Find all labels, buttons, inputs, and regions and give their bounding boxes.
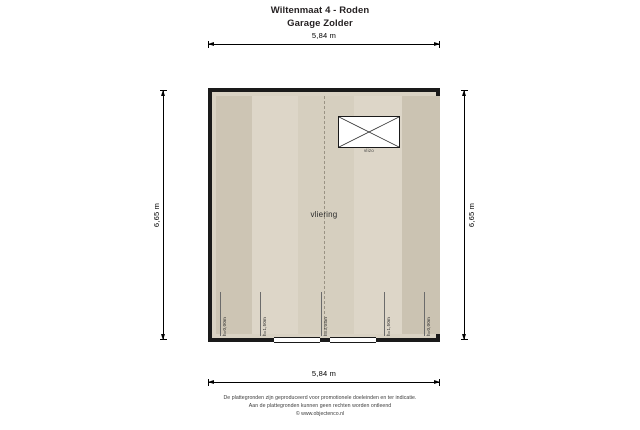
- interior-dimension-tick: [220, 292, 221, 336]
- interior-dimension-tick: [384, 292, 385, 336]
- interior-dimension-label: h=3,04m: [323, 316, 328, 336]
- dimension-top: [208, 31, 440, 45]
- arrow-down-icon: [462, 334, 466, 340]
- interior-dimension-label: h=0,00m: [222, 316, 227, 336]
- arrow-up-icon: [161, 90, 165, 96]
- dimension-right: [464, 90, 476, 340]
- page-subtitle: Garage Zolder: [287, 18, 353, 29]
- arrow-left-icon: [208, 380, 214, 384]
- dimension-left-label: 6,65 m: [152, 202, 161, 228]
- arrow-right-icon: [434, 380, 440, 384]
- disclaimer-line-1: De plattegronden zijn geproduceerd voor promotionele doeleinden en ter indicatie.: [223, 395, 417, 401]
- arrow-down-icon: [161, 334, 165, 340]
- dimension-bottom-label: 5,84 m: [311, 369, 337, 378]
- wall-opening: [274, 337, 320, 343]
- interior-dimension-tick: [260, 292, 261, 336]
- room-label: vliering: [310, 210, 338, 219]
- dimension-left: [152, 90, 164, 340]
- dimension-right-label: 6,65 m: [467, 202, 476, 228]
- arrow-up-icon: [462, 90, 466, 96]
- page-header: [0, 4, 640, 30]
- arrow-right-icon: [434, 42, 440, 46]
- loft-hatch-icon: [338, 116, 400, 148]
- footer-credit: © www.objectenco.nl: [295, 411, 345, 417]
- arrow-left-icon: [208, 42, 214, 46]
- dimension-bottom: [208, 369, 440, 383]
- interior-dimension-label: h=1,50m: [386, 316, 391, 336]
- disclaimer-line-2: Aan de plattegronden kunnen geen rechten worden ontleend: [248, 403, 392, 409]
- wall-opening: [330, 337, 376, 343]
- interior-dimension-label: h=1,50m: [262, 316, 267, 336]
- dimension-top-label: 5,84 m: [311, 31, 337, 40]
- loft-hatch-label: vlizo: [363, 148, 374, 153]
- footer-disclaimer: [0, 394, 640, 418]
- floor-plan: [208, 88, 440, 342]
- interior-dimension-tick: [424, 292, 425, 336]
- page-title: Wiltenmaat 4 - Roden: [270, 5, 370, 16]
- interior-dimension-tick: [321, 292, 322, 336]
- interior-dimension-label: h=0,00m: [426, 316, 431, 336]
